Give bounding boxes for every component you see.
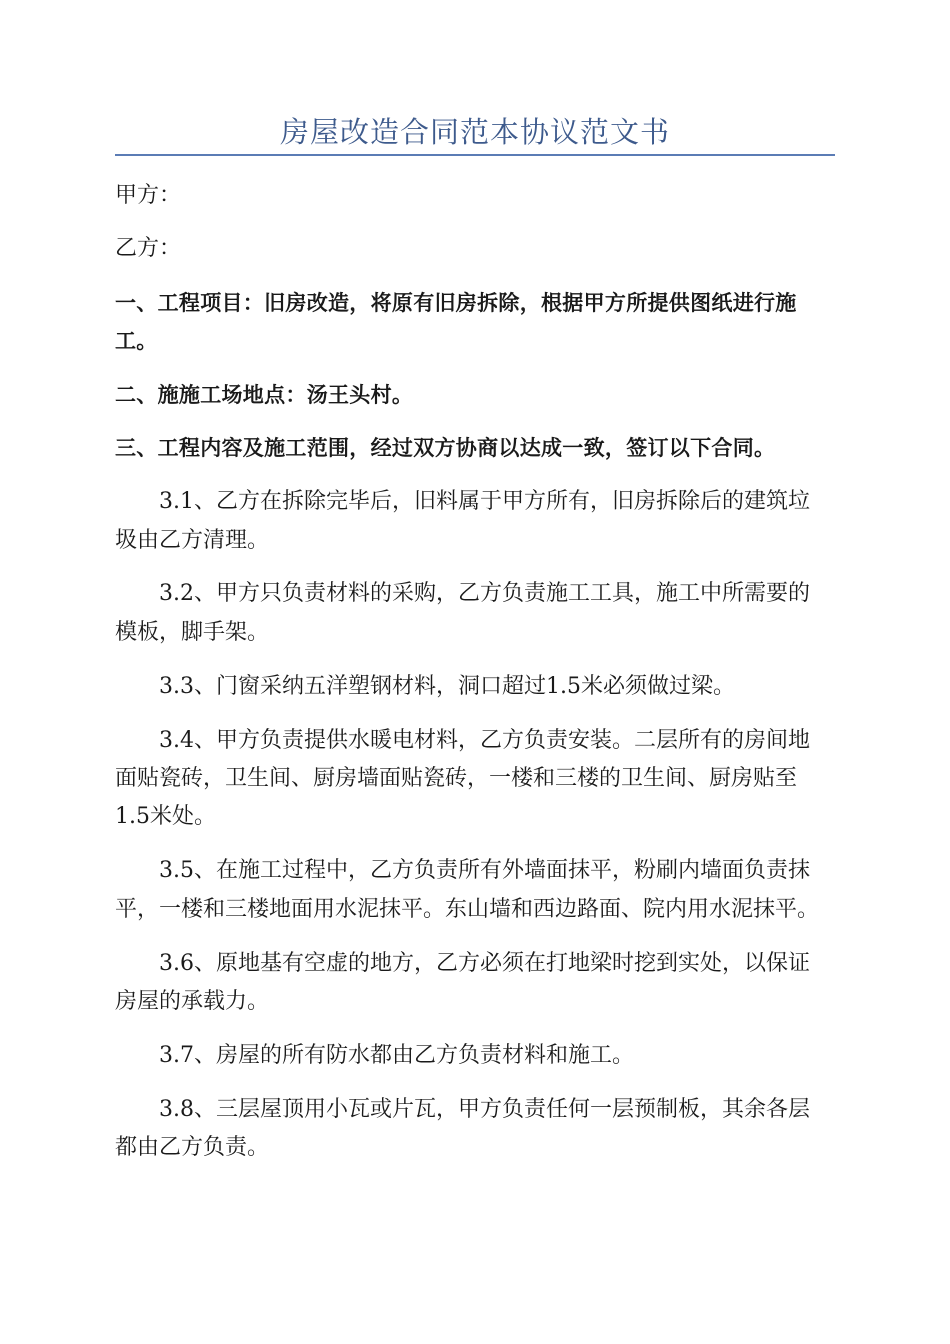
clause-3-4-line-1: 3.4、甲方负责提供水暖电材料，乙方负责安装。二层所有的房间地 <box>159 728 810 753</box>
clause-3-5-line-1: 3.5、在施工过程中，乙方负责所有外墙面抹平，粉刷内墙面负责抹 <box>159 858 810 883</box>
clause-3-6-line-2: 房屋的承载力。 <box>115 989 270 1014</box>
clause-3-3-line-1: 3.3、门窗采纳五洋塑钢材料，洞口超过1.5米必须做过梁。 <box>159 674 735 699</box>
clause-3-8-line-1: 3.8、三层屋顶用小瓦或片瓦，甲方负责任何一层预制板，其余各层 <box>159 1097 810 1122</box>
party-a-label: 甲方： <box>115 183 182 208</box>
clause-3-4-line-3: 1.5米处。 <box>115 804 216 829</box>
clause-3-1-line-1: 3.1、乙方在拆除完毕后，旧料属于甲方所有，旧房拆除后的建筑垃 <box>159 489 810 514</box>
clause-3-8-line-2: 都由乙方负责。 <box>115 1135 270 1160</box>
clause-3-2-line-1: 3.2、甲方只负责材料的采购，乙方负责施工工具，施工中所需要的 <box>159 581 810 606</box>
clause-3-4-line-2: 面贴瓷砖，卫生间、厨房墙面贴瓷砖，一楼和三楼的卫生间、厨房贴至 <box>115 766 798 791</box>
clause-3-5-line-2: 平，一楼和三楼地面用水泥抹平。东山墙和西边路面、院内用水泥抹平。 <box>115 897 820 922</box>
section-1-heading-line-1: 一、工程项目：旧房改造，将原有旧房拆除，根据甲方所提供图纸进行施 <box>115 291 797 315</box>
document-title: 房屋改造合同范本协议范文书 <box>279 115 670 149</box>
clause-3-2-line-2: 模板，脚手架。 <box>115 620 270 645</box>
title-underline <box>115 154 835 156</box>
party-b-label: 乙方： <box>115 236 182 261</box>
clause-3-6-line-1: 3.6、原地基有空虚的地方，乙方必须在打地梁时挖到实处，以保证 <box>159 951 810 976</box>
section-1-heading-line-2: 工。 <box>115 329 158 353</box>
clause-3-1-line-2: 圾由乙方清理。 <box>115 528 270 553</box>
clause-3-7-line-1: 3.7、房屋的所有防水都由乙方负责材料和施工。 <box>159 1043 634 1068</box>
section-3-heading: 三、工程内容及施工范围，经过双方协商以达成一致，签订以下合同。 <box>115 436 776 460</box>
section-2-heading: 二、施施工场地点：汤王头村。 <box>115 383 414 407</box>
